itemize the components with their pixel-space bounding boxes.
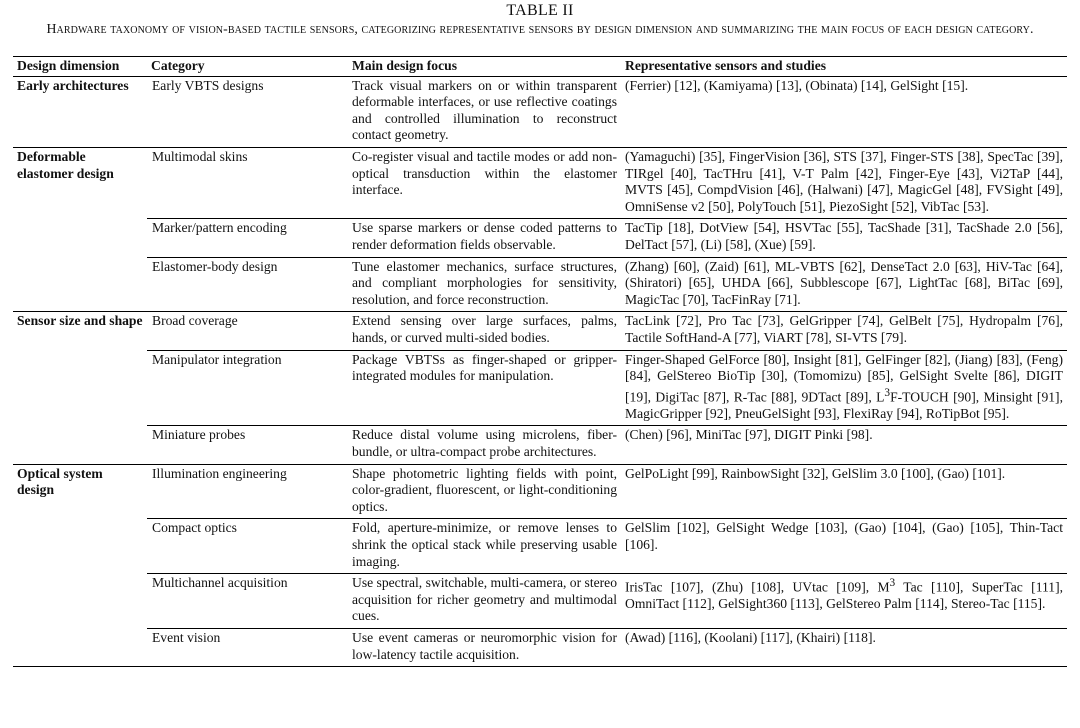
category-cell: Early VBTS designs (147, 76, 348, 147)
superscript: 3 (884, 386, 891, 399)
sensors-text-part: F-TOUCH [90], Minsight [91], MagicGripper [92], PneuGelSight [93], FlexiRay [94], RoTipBot [95]. (625, 389, 1063, 421)
focus-cell: Co-register visual and tactile modes or add non-optical transduction within the elastomer interface. (348, 147, 621, 218)
focus-cell: Use sparse markers or dense coded patterns to render deformation fields observable. (348, 219, 621, 257)
sensors-text-part: IrisTac [107], (Zhu) [108], UVtac [109], M (625, 579, 890, 595)
table-row (13, 628, 1067, 666)
sensors-cell: (Awad) [116], (Koolani) [117], (Khairi) [118]. (625, 629, 876, 645)
header-design-dimension: Design dimension (13, 57, 147, 77)
sensors-cell: GelPoLight [99], RainbowSight [32], GelSlim 3.0 [100], (Gao) [101]. (621, 464, 1067, 519)
superscript: 3 (889, 577, 896, 590)
sensors-cell: (Yamaguchi) [35], FingerVision [36], STS [37], Finger-STS [38], SpecTac [39], TIRgel [40], TacTHru [41], V-T Palm [42], Finger-Eye [43], Vi2TaP [44], MVTS [45], CompdVision [46], (Halwani) [47], MagicGel [48], FVSight [49], OmniSense v2 [50], PolyTouch [51], PiezoSight [52], VibTac [53]. (621, 147, 1067, 218)
sensors-cell (621, 350, 1067, 426)
focus-cell: Use spectral, switchable, multi-camera, or stereo acquisition for richer geometry and multimodal cues. (348, 574, 621, 629)
dimension-cell: Optical system design (17, 465, 103, 498)
dimension-cell: Sensor size and shape (13, 312, 147, 464)
table-caption (13, 2, 1067, 38)
focus-cell: Shape photometric lighting fields with point, color-gradient, fluorescent, or light-conditioning optics. (348, 464, 621, 519)
sensors-cell: (Chen) [96], MiniTac [97], DIGIT Pinki [98]. (621, 426, 1067, 464)
focus-cell: Package VBTSs as finger-shaped or gripper-integrated modules for manipulation. (348, 350, 621, 426)
category-cell: Broad coverage (147, 312, 348, 350)
table-row (13, 257, 1067, 312)
table-row (13, 219, 1067, 257)
focus-cell: Reduce distal volume using microlens, fiber-bundle, or ultra-compact probe architectures. (348, 426, 621, 464)
focus-cell: Tune elastomer mechanics, surface structures, and compliant morphologies for sensitivity, resolution, and force reconstruction. (348, 257, 621, 312)
sensors-text-part: Tac [110], SuperTac [111], OmniTact [112], GelSight360 [113], GelStereo Palm [114], Stereo-Tac [115]. (625, 579, 1064, 612)
table-row (13, 350, 1067, 426)
sensors-text-part: Finger-Shaped GelForce [80], Insight [81], GelFinger [82], (Jiang) [83], (Feng) [84], GelStereo BioTip [30], (Tomomizu) [85], GelSight Svelte [86], DIGIT [19], DigiTac [87], R-Tac [88], 9DTact [89], L (625, 351, 1063, 405)
sensors-cell: TacTip [18], DotView [54], HSVTac [55], TacShade [31], TacShade 2.0 [56], DelTact [57], (Li) [58], (Xue) [59]. (621, 219, 1067, 257)
header-main-design-focus: Main design focus (348, 57, 621, 77)
focus-cell: Fold, aperture-minimize, or remove lenses to shrink the optical stack while preserving usable imaging. (348, 519, 621, 574)
sensors-cell (621, 574, 1067, 629)
category-cell: Multimodal skins (147, 147, 348, 218)
table-title: Hardware taxonomy of vision-based tactile sensors, categorizing representative sensors by design dimension and summarizing the main focus of each design category. (46, 21, 1034, 36)
category-cell: Manipulator integration (147, 350, 348, 426)
taxonomy-table (13, 56, 1067, 667)
table-row (13, 464, 1067, 519)
table-row (13, 147, 1067, 218)
sensors-cell: GelSlim [102], GelSight Wedge [103], (Gao) [104], (Gao) [105], Thin-Tact [106]. (621, 519, 1067, 574)
table-label: TABLE II (506, 2, 574, 19)
sensors-cell: (Ferrier) [12], (Kamiyama) [13], (Obinata) [14], GelSight [15]. (621, 76, 1067, 147)
table-row (13, 426, 1067, 464)
sensors-cell: (Zhang) [60], (Zaid) [61], ML-VBTS [62], DenseTact 2.0 [63], HiV-Tac [64], (Shiratori) [65], UHDA [66], Subblescope [67], LightTac [68], BiTac [69], MagicTac [70], TacFinRay [71]. (621, 257, 1067, 312)
header-representative-sensors: Representative sensors and studies (621, 57, 1067, 77)
dimension-cell: Early architectures (13, 76, 147, 147)
table-row (13, 574, 1067, 629)
category-cell: Compact optics (147, 519, 348, 574)
category-cell: Miniature probes (147, 426, 348, 464)
category-cell: Marker/pattern encoding (147, 219, 348, 257)
table-row (13, 519, 1067, 574)
category-cell: Event vision (152, 629, 221, 645)
table-row (13, 76, 1067, 147)
focus-cell: Extend sensing over large surfaces, palms, hands, or curved multi-sided bodies. (348, 312, 621, 350)
sensors-cell: TacLink [72], Pro Tac [73], GelGripper [74], GelBelt [75], Hydropalm [76], Tactile SoftHand-A [77], ViART [78], SI-VTS [79]. (621, 312, 1067, 350)
focus-cell: Track visual markers on or within transparent deformable interfaces, or use reflective coatings and controlled illumination to reconstruct contact geometry. (348, 76, 621, 147)
table-row (13, 312, 1067, 350)
dimension-cell: Deformable elastomer design (13, 147, 147, 311)
category-cell: Illumination engineering (147, 464, 348, 519)
header-category: Category (147, 57, 348, 77)
focus-cell: Use event cameras or neuromorphic vision for low-latency tactile acquisition. (352, 629, 617, 662)
category-cell: Elastomer-body design (147, 257, 348, 312)
table-header-row (13, 57, 1067, 77)
category-cell: Multichannel acquisition (147, 574, 348, 629)
